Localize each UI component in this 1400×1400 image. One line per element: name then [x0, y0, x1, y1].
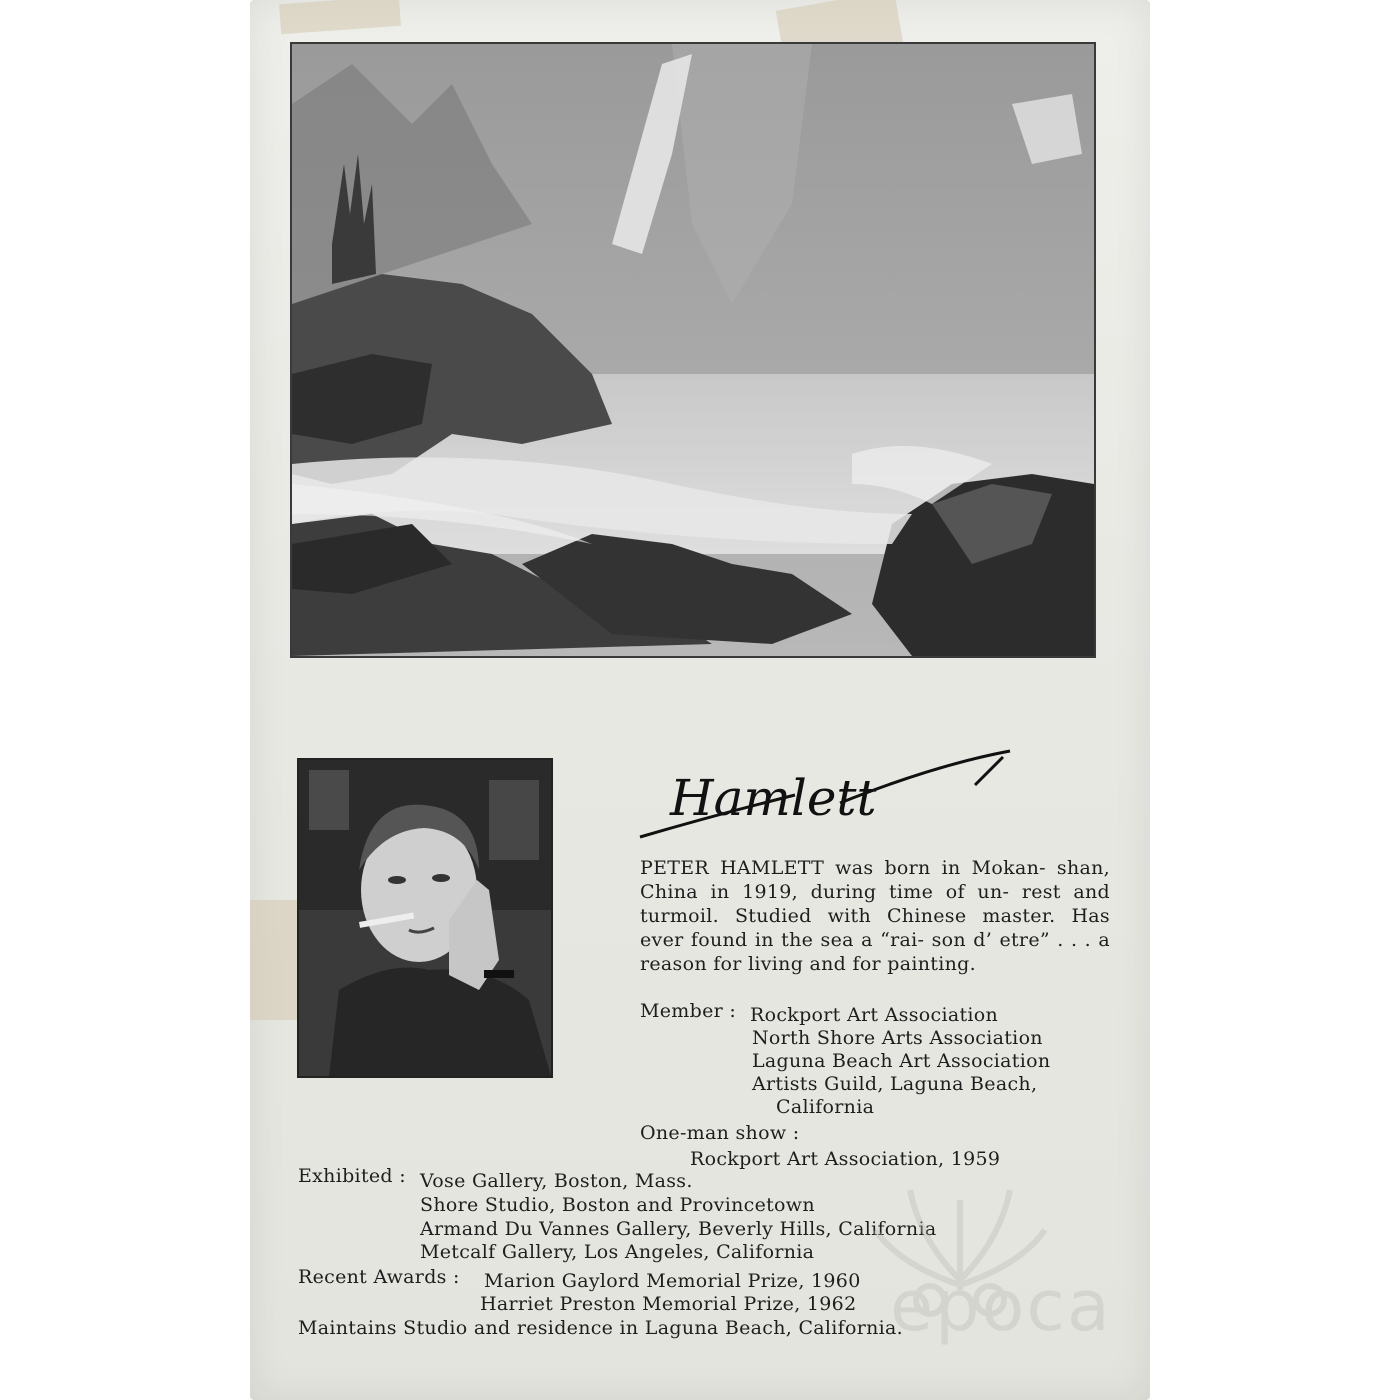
- one-man-show-value: Rockport Art Association, 1959: [690, 1148, 1001, 1170]
- artist-signature: [635, 745, 1015, 845]
- exhibited-item: Armand Du Vannes Gallery, Beverly Hills, California: [420, 1218, 937, 1240]
- recent-awards-label: Recent Awards :: [298, 1266, 460, 1288]
- tape-left: [250, 900, 300, 1020]
- exhibited-item: Vose Gallery, Boston, Mass.: [420, 1170, 693, 1192]
- award-item: Marion Gaylord Memorial Prize, 1960: [484, 1270, 861, 1292]
- one-man-show-label: One-man show :: [640, 1122, 800, 1144]
- studio-residence-line: Maintains Studio and residence in Laguna Beach, California.: [298, 1317, 904, 1339]
- epoca-watermark: [850, 1160, 1112, 1350]
- exhibited-label: Exhibited :: [298, 1165, 406, 1187]
- artist-portrait-photo: [297, 758, 553, 1078]
- tape-top-left: [279, 0, 401, 34]
- member-item: Artists Guild, Laguna Beach,: [752, 1073, 1038, 1095]
- biography-paragraph: PETER HAMLETT was born in Mokan- shan, China in 1919, during time of un- rest and turmoil. Studied with Chinese master. Has ever found in the sea a “rai- son d’ etre” . . . a reason for living and for painting.: [640, 857, 1110, 975]
- member-label: Member :: [640, 1000, 737, 1022]
- exhibited-item: Shore Studio, Boston and Provincetown: [420, 1194, 815, 1216]
- award-item: Harriet Preston Memorial Prize, 1962: [480, 1293, 857, 1315]
- exhibited-item: Metcalf Gallery, Los Angeles, California: [420, 1241, 815, 1263]
- member-item: California: [776, 1096, 875, 1118]
- member-item: Laguna Beach Art Association: [752, 1050, 1051, 1072]
- signature-text: Hamlett: [670, 769, 877, 827]
- program-sheet: [250, 0, 1150, 1400]
- member-item: North Shore Arts Association: [752, 1027, 1043, 1049]
- member-item: Rockport Art Association: [750, 1004, 999, 1026]
- seascape-painting: [290, 42, 1096, 658]
- watermark-text: epoca: [890, 1265, 1112, 1347]
